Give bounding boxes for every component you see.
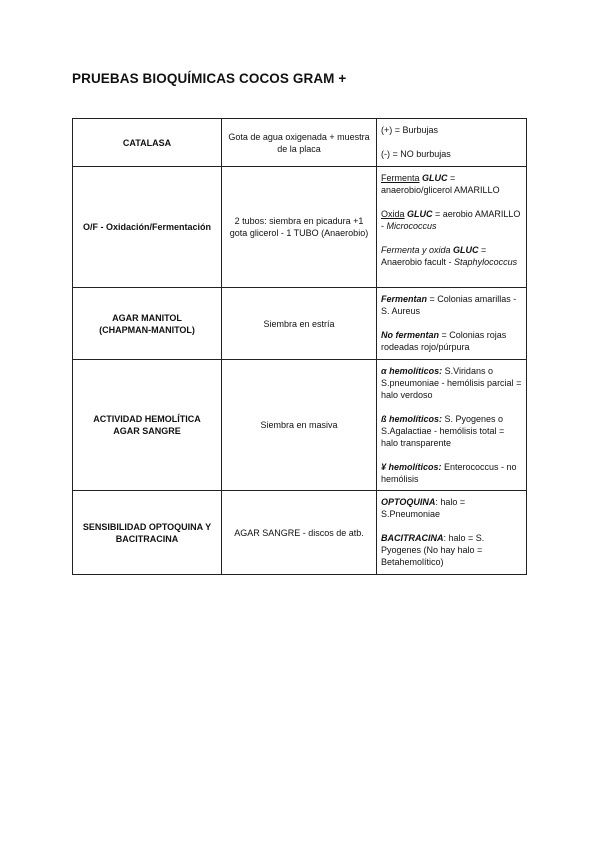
result-text: S.Viridans o S.pneumoniae - hemólisis parcial = halo verdoso <box>381 366 522 400</box>
result-key: BACITRACINA <box>381 533 444 543</box>
table-row <box>73 288 527 360</box>
test-name-cell <box>73 360 222 491</box>
table-row <box>73 491 527 575</box>
result-verb: Fermenta y oxida <box>381 245 451 255</box>
test-name-line: (CHAPMAN-MANITOL) <box>99 324 195 335</box>
result-verb: Fermenta <box>381 173 420 183</box>
result-paragraph <box>381 244 522 268</box>
method-cell: AGAR SANGRE - discos de atb. <box>222 491 377 575</box>
result-key: ß hemolíticos: <box>381 414 443 424</box>
result-paragraph <box>381 208 522 232</box>
result-key: α hemolíticos: <box>381 366 443 376</box>
result-key: GLUC <box>422 173 448 183</box>
result-paragraph <box>381 461 522 485</box>
page-title: PRUEBAS BIOQUÍMICAS COCOS GRAM + <box>72 71 347 86</box>
result-cell <box>377 360 527 491</box>
result-text: = Colonias rojas rodeadas rojo/púrpura <box>381 330 507 352</box>
table-row <box>73 167 527 288</box>
method-cell: 2 tubos: siembra en picadura +1 gota glicerol - 1 TUBO (Anaerobio) <box>222 167 377 288</box>
result-key: OPTOQUINA <box>381 497 436 507</box>
result-line: (+) = Burbujas <box>381 125 439 135</box>
result-key: Fermentan <box>381 294 428 304</box>
result-cell <box>377 491 527 575</box>
result-text: = aerobio AMARILLO - <box>381 209 521 231</box>
table-row <box>73 360 527 491</box>
result-text: S. Pyogenes o S.Agalactiae - hemólisis total = halo transparente <box>381 414 505 448</box>
result-text: = Colonias amarillas - S. Aureus <box>381 294 517 316</box>
result-text: : halo = S. Pyogenes (No hay halo = Betahemolítico) <box>381 533 485 567</box>
result-cell <box>377 288 527 360</box>
test-name-cell: O/F - Oxidación/Fermentación <box>73 167 222 288</box>
result-paragraph <box>381 293 522 317</box>
result-paragraph <box>381 413 522 449</box>
result-text: = anaerobio/glicerol AMARILLO <box>381 173 500 195</box>
test-name-cell: CATALASA <box>73 119 222 167</box>
result-key: No fermentan <box>381 330 440 340</box>
result-paragraph <box>381 172 522 196</box>
result-cell <box>377 119 527 167</box>
result-genus: Micrococcus <box>386 221 437 231</box>
method-cell: Siembra en masiva <box>222 360 377 491</box>
result-paragraph <box>381 365 522 401</box>
result-key: GLUC <box>407 209 433 219</box>
result-text: = Anaerobio facult - <box>381 245 487 267</box>
table-row <box>73 119 527 167</box>
result-verb: Oxida <box>381 209 405 219</box>
method-cell: Gota de agua oxigenada + muestra de la placa <box>222 119 377 167</box>
test-name-line: AGAR SANGRE <box>113 426 181 436</box>
result-cell <box>377 167 527 288</box>
result-line: (-) = NO burbujas <box>381 149 451 159</box>
result-text: : halo = S.Pneumoniae <box>381 497 466 519</box>
method-cell: Siembra en estría <box>222 288 377 360</box>
result-key: GLUC <box>453 245 479 255</box>
result-paragraph <box>381 496 522 520</box>
result-paragraph <box>381 532 522 568</box>
result-paragraph <box>381 329 522 353</box>
result-genus: Staphylococcus <box>454 257 518 267</box>
biochemical-tests-table <box>72 118 527 575</box>
result-key: ¥ hemolíticos: <box>381 462 442 472</box>
test-name-cell: SENSIBILIDAD OPTOQUINA Y BACITRACINA <box>73 491 222 575</box>
test-name-line: AGAR MANITOL <box>112 312 182 323</box>
result-text: Enterococcus - no hemólisis <box>381 462 517 484</box>
test-name-line: ACTIVIDAD HEMOLÍTICA <box>93 414 201 424</box>
test-name-cell <box>73 288 222 360</box>
